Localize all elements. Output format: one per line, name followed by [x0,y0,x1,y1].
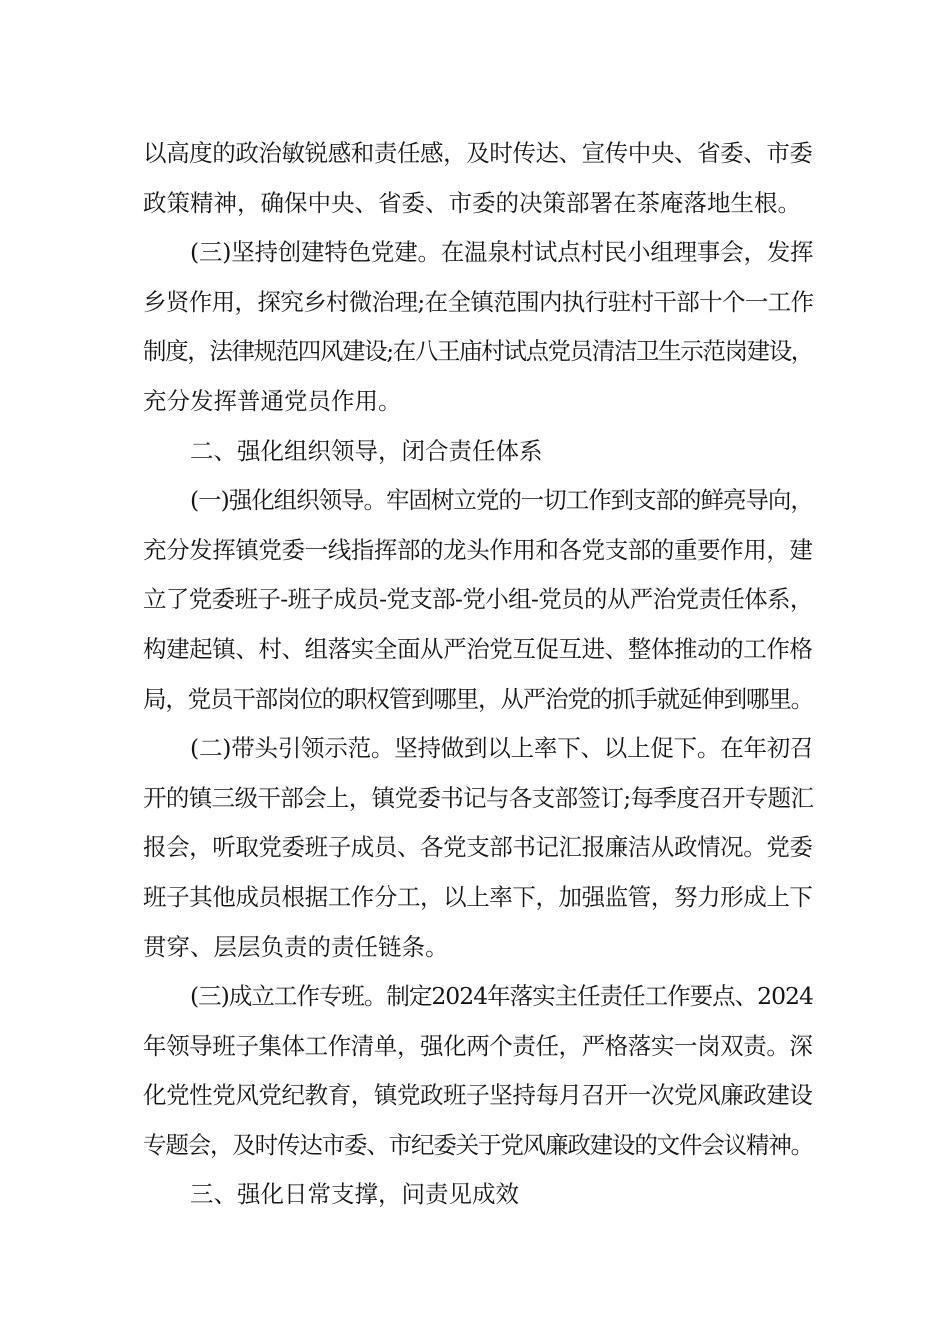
text-line: 年领导班子集体工作清单，强化两个责任，严格落实一岗双责。深 [143,1031,813,1060]
text-line: 开的镇三级干部会上，镇党委书记与各支部签订;每季度召开专题汇 [143,783,814,812]
text-line: 构建起镇、村、组落实全面从严治党互促互进、整体推动的工作格 [143,634,813,663]
text-line: (三)坚持创建特色党建。在温泉村试点村民小组理事会，发挥 [190,238,814,267]
text-line: 化党性党风党纪教育，镇党政班子坚持每月召开一次党风廉政建设 [143,1081,813,1110]
text-line: (三)成立工作专班。制定2024年落实主任责任工作要点、2024 [190,982,813,1011]
text-line: 充分发挥镇党委一线指挥部的龙头作用和各党支部的重要作用，建 [143,535,813,564]
text-line: 班子其他成员根据工作分工，以上率下，加强监管，努力形成上下 [143,882,813,911]
document-body [143,129,813,1220]
text-line: 三、强化日常支撑，问责见成效 [190,1180,519,1209]
text-line: 充分发挥普通党员作用。 [143,386,402,415]
text-line: 二、强化组织领导，闭合责任体系 [190,436,543,465]
text-line: (一)强化组织领导。牢固树立党的一切工作到支部的鲜亮导向， [190,486,813,515]
text-line: 以高度的政治敏锐感和责任感，及时传达、宣传中央、省委、市委 [143,139,813,167]
text-line: 专题会，及时传达市委、市纪委关于党风廉政建设的文件会议精神。 [143,1130,813,1159]
text-line: 立了党委班子-班子成员-党支部-党小组-党员的从严治党责任体系， [143,585,813,614]
text-line: 局，党员干部岗位的职权管到哪里，从严治党的抓手就延伸到哪里。 [143,684,813,713]
text-line: 制度，法律规范四风建设;在八王庙村试点党员清洁卫生示范岗建设， [143,337,813,366]
text-line: 报会，听取党委班子成员、各党支部书记汇报廉洁从政情况。党委 [143,833,813,862]
text-line: 政策精神，确保中央、省委、市委的决策部署在茶庵落地生根。 [143,188,801,217]
text-line: 贯穿、层层负责的责任链条。 [143,932,449,961]
text-line: 乡贤作用，探究乡村微治理;在全镇范围内执行驻村干部十个一工作 [143,287,814,316]
text-line: (二)带头引领示范。坚持做到以上率下、以上促下。在年初召 [190,734,814,763]
